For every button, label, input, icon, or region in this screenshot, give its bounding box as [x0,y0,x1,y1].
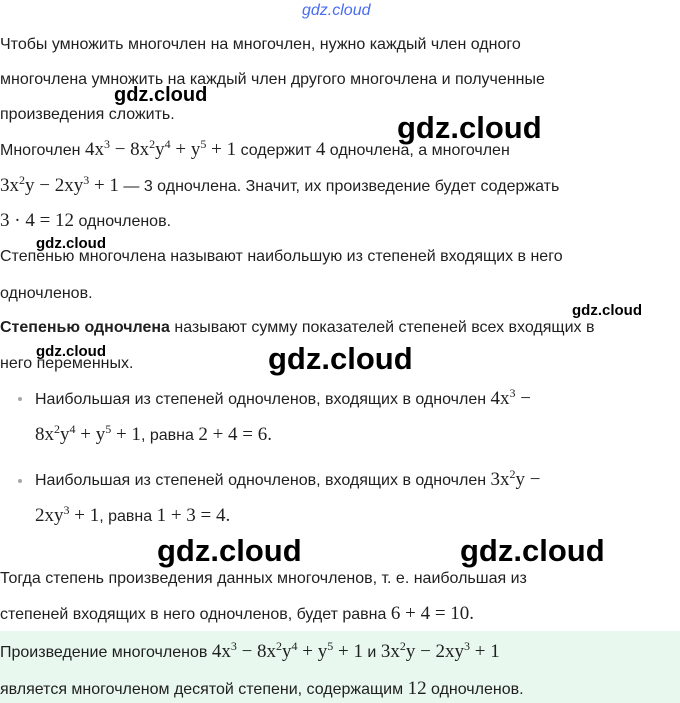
watermark: gdz.cloud [36,235,106,252]
watermark: gdz.cloud [36,343,106,360]
text: Наибольшая из степеней одночленов, входящих в одночлен [35,391,487,408]
math: 1 + 3 = 4. [156,505,231,526]
bullet-1-line-1 [35,386,531,410]
definition-polynomial-line-2: одночленов. [0,285,93,302]
paragraph-rule-line-2: многочлена умножить на каждый член другого многочлена и полученные [0,71,545,88]
definition-monomial-line-1 [0,318,594,338]
count: 4 [315,139,326,160]
text: Наибольшая из степеней одночленов, входящих в одночлен [35,472,487,489]
text: называют сумму показателей степеней всех входящих в [174,319,595,336]
watermark: gdz.cloud [572,302,642,319]
definition-monomial-line-2: него переменных. [0,355,134,372]
math: $3x^2y$ − [490,467,541,490]
text: одночленов. [78,213,172,230]
text: содержит [240,142,312,159]
product-degree-line-1: Тогда степень произведения данных многочленов, т. е. наибольшая из [0,570,527,587]
text: является многочленом десятой степени, содержащим [0,681,404,698]
text: одночленов. [431,681,524,698]
watermark-top: gdz.cloud [302,2,371,19]
conclusion-line-2 [0,679,524,700]
paragraph-count-line-3 [0,211,171,232]
definition-polynomial-line-1: Степенью многочлена называют наибольшую из степеней входящих в него [0,248,563,265]
math: $3x^2y - 2xy^3 + 1$ [380,639,500,662]
bullet-dot [18,479,22,483]
text: Многочлен [0,142,81,159]
conclusion-line-1 [0,639,500,663]
watermark: gdz.cloud [114,84,208,106]
polynomial-2: $3x^2y - 2xy^3 + 1$ [0,173,119,196]
bullet-dot [18,397,22,401]
paragraph-rule-line-3: произведения сложить. [0,106,175,123]
watermark: gdz.cloud [397,110,542,145]
text: и [367,644,377,661]
math: 12 [407,678,427,699]
math: $4x^3$ − [490,386,531,409]
watermark: gdz.cloud [268,341,413,376]
math: $4x^3 - 8x^2y^4 + y^5 + 1$ [211,639,363,662]
text: Произведение многочленов [0,644,208,661]
paragraph-count-line-2 [0,173,560,197]
bullet-2-line-1 [35,467,541,491]
math: 2 + 4 = 6. [198,424,272,445]
product-degree-line-2 [0,604,474,625]
polynomial-1: $4x^3 - 8x^2y^4 + y^5 + 1$ [84,137,237,160]
text: , равна [99,508,153,525]
text: — 3 одночлена. Значит, их произведение будет содержать [123,178,560,195]
paragraph-rule-line-1: Чтобы умножить многочлен на многочлен, нужно каждый член одного [0,36,521,53]
text: одночлена, а многочлен [329,142,510,159]
math: $2xy^3 + 1$ [35,503,100,526]
product-count: 3 · 4 = 12 [0,210,75,231]
watermark: gdz.cloud [157,533,302,568]
text: степеней входящих в него одночленов, будет равна [0,606,387,623]
term-bold: Степенью одночлена [0,319,170,336]
bullet-2-line-2 [35,503,231,527]
bullet-1-line-2 [35,422,272,446]
math: 6 + 4 = 10. [390,603,475,624]
watermark: gdz.cloud [460,533,605,568]
math: $8x^2y^4 + y^5 + 1$ [35,422,141,445]
text: , равна [140,427,194,444]
